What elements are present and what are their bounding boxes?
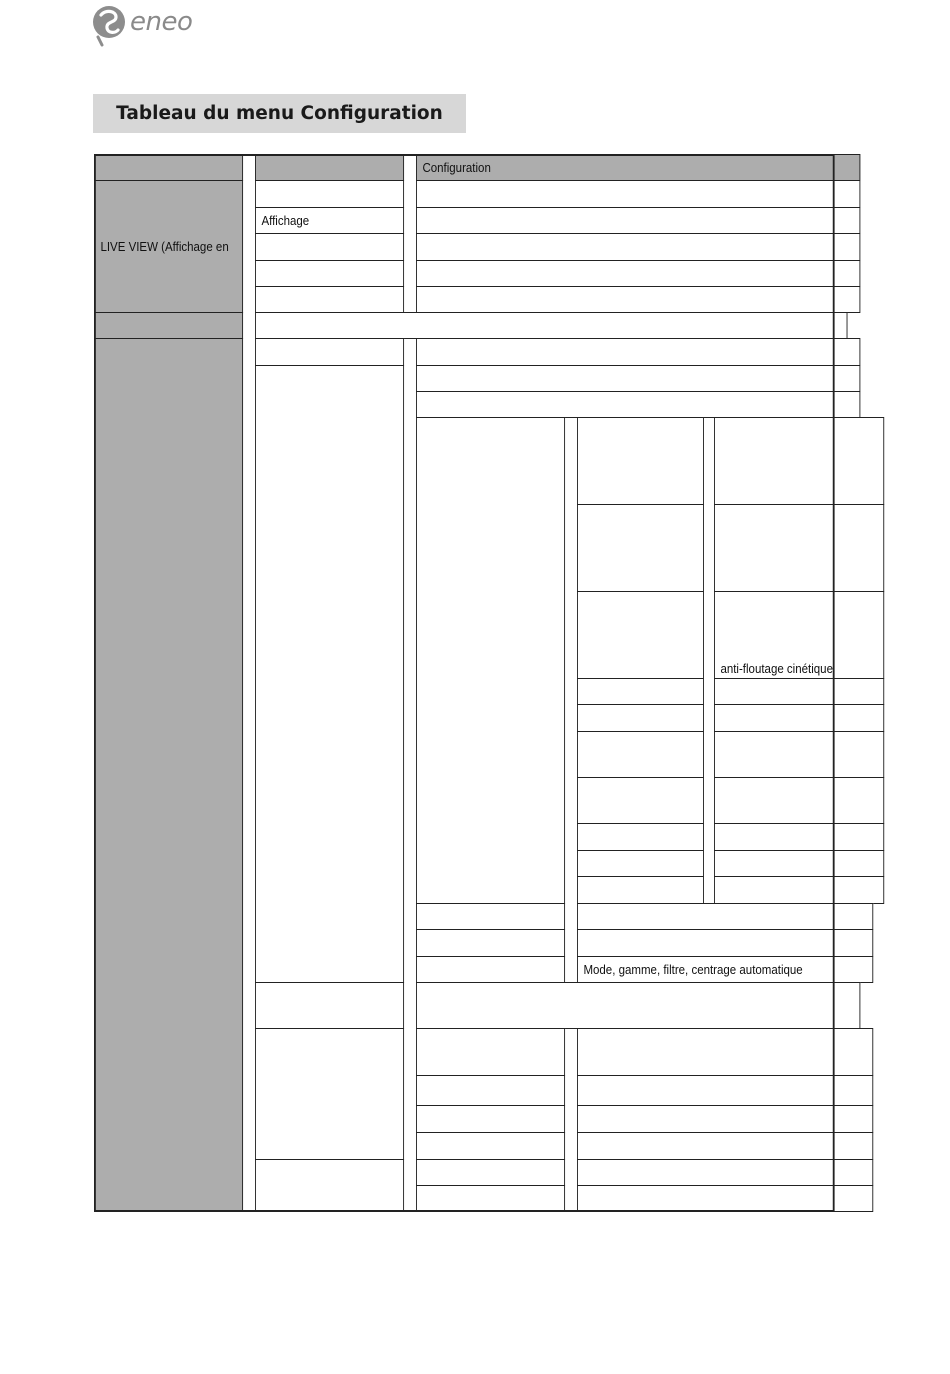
anti-floutage-label: anti-floutage cinétique	[714, 591, 884, 679]
header-configuration: Configuration	[416, 154, 860, 181]
mode-gamme-label: Mode, gamme, filtre, centrage automatique	[577, 956, 873, 983]
live-view-label: LIVE VIEW (Affichage en	[94, 180, 243, 313]
affichage-label: Affichage	[255, 207, 404, 234]
logo-wordmark: eneo	[130, 7, 193, 37]
table-frame	[94, 154, 835, 1212]
page-title: Tableau du menu Configuration	[116, 103, 443, 124]
